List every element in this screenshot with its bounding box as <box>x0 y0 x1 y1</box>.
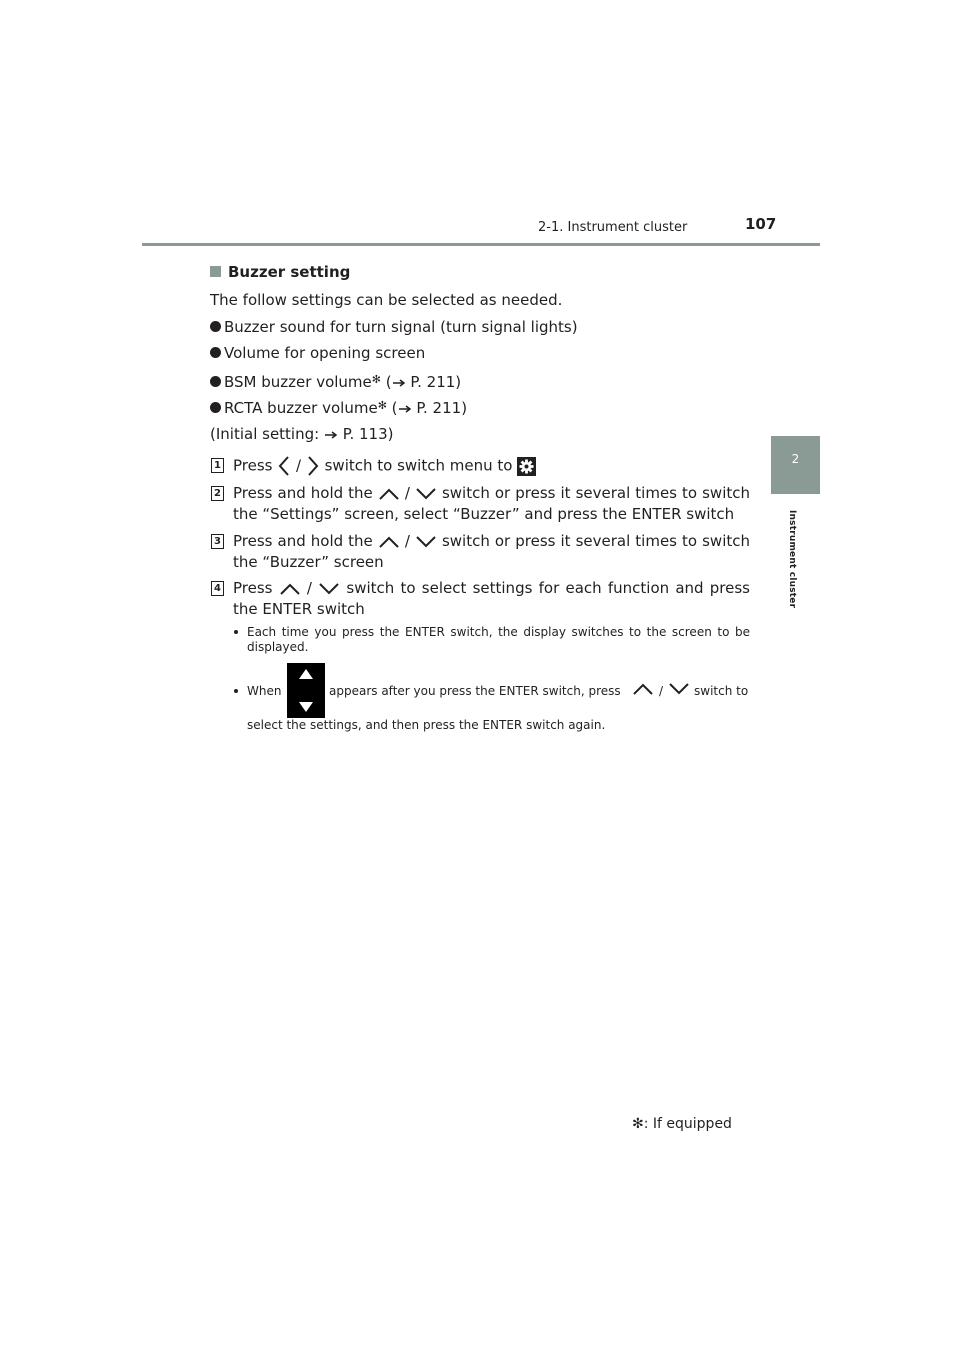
note-text: select the settings, and then press the ENTER switch again. <box>247 718 606 732</box>
note-bullet-icon <box>234 685 238 700</box>
step-text-part: Press and hold the <box>233 484 378 502</box>
arrow-right-icon <box>324 430 338 440</box>
initial-setting <box>210 424 393 444</box>
arrow-right-icon <box>392 378 406 388</box>
page-reference[interactable]: P. 211 <box>410 373 456 391</box>
footnote-text: : If equipped <box>643 1116 732 1132</box>
bullet-text: Volume for opening screen <box>224 344 426 362</box>
header-section-title: 2-1. Instrument cluster <box>538 220 688 235</box>
note-text: appears after you press the ENTER switch, press <box>329 684 621 698</box>
chapter-label: Instrument cluster <box>787 510 797 609</box>
initial-setting-suffix: ) <box>387 425 394 443</box>
section-heading <box>210 262 350 282</box>
step-text-part: / <box>399 532 415 550</box>
bullet-item: RCTA buzzer volume✻ ( P. 211) <box>210 396 467 418</box>
chapter-number: 2 <box>791 452 800 466</box>
square-marker-icon <box>210 266 221 277</box>
step-number: 4 <box>211 581 224 596</box>
step-text-part: / <box>399 484 415 502</box>
step-text-part: switch to switch menu to <box>319 456 518 475</box>
note-text: / <box>659 684 664 698</box>
step-text-part: switch or press it several times to switch the “Buzzer” screen <box>233 532 751 571</box>
bullet-item <box>210 343 425 363</box>
page-reference[interactable]: P. 211 <box>416 399 462 417</box>
section-title: Buzzer setting <box>228 263 351 281</box>
step-text-part: Press and hold the <box>233 532 378 550</box>
step-text <box>233 455 750 477</box>
chevron-down-icon <box>415 535 437 549</box>
asterisk-icon: ✻ <box>377 399 387 412</box>
bullet-item: BSM buzzer volume✻ ( P. 211) <box>210 370 461 392</box>
arrow-right-icon <box>398 404 412 414</box>
step-text-part: / <box>300 579 319 597</box>
chapter-tab <box>771 436 820 494</box>
chevron-up-icon <box>279 582 301 596</box>
bullet-item <box>210 317 578 337</box>
step-number: 3 <box>211 534 224 549</box>
chevron-down-icon <box>668 682 690 696</box>
step-number: 2 <box>211 486 224 501</box>
chevron-left-icon <box>277 455 291 477</box>
chevron-up-icon <box>632 682 654 696</box>
chevron-up-icon <box>378 535 400 549</box>
step-text-part: Press <box>233 579 279 597</box>
step-text-part: switch or press it several times to switch the “Settings” screen, select “Buzzer” and press the ENTER switch <box>233 484 751 523</box>
initial-setting-prefix: (Initial setting: <box>210 425 324 443</box>
note-bullet-icon <box>234 626 238 641</box>
chevron-right-icon <box>306 455 320 477</box>
bullet-text: BSM buzzer volume <box>224 373 372 391</box>
bullet-icon <box>210 376 221 387</box>
page-number: 107 <box>745 215 777 233</box>
bullet-icon <box>210 402 221 413</box>
chevron-up-icon <box>378 487 400 501</box>
step-text <box>233 531 750 573</box>
gear-icon <box>517 457 536 476</box>
note-text: When <box>247 684 282 698</box>
chevron-down-icon <box>415 487 437 501</box>
page-reference[interactable]: P. 113 <box>342 425 388 443</box>
up-down-icon <box>287 663 325 718</box>
asterisk-icon: ✻ <box>632 1116 644 1132</box>
step-text-part: switch to select settings for each function and press the ENTER switch <box>233 579 750 618</box>
step-text-part: Press <box>233 456 278 475</box>
bullet-icon <box>210 321 221 332</box>
bullet-text: RCTA buzzer volume <box>224 399 378 417</box>
header-rule <box>142 243 820 246</box>
section-intro: The follow settings can be selected as needed. <box>210 291 563 309</box>
note-text: switch to <box>694 684 749 698</box>
step-text <box>233 578 750 620</box>
note-text: Each time you press the ENTER switch, the display switches to the screen to be displayed. <box>247 625 750 654</box>
step-number: 1 <box>211 458 224 473</box>
bullet-icon <box>210 347 221 358</box>
asterisk-icon: ✻ <box>371 373 381 386</box>
bullet-text: Buzzer sound for turn signal (turn signal lights) <box>224 318 578 336</box>
step-text-part: / <box>291 456 306 475</box>
step-text <box>233 483 750 525</box>
footnote <box>632 1116 732 1132</box>
chevron-down-icon <box>318 582 340 596</box>
